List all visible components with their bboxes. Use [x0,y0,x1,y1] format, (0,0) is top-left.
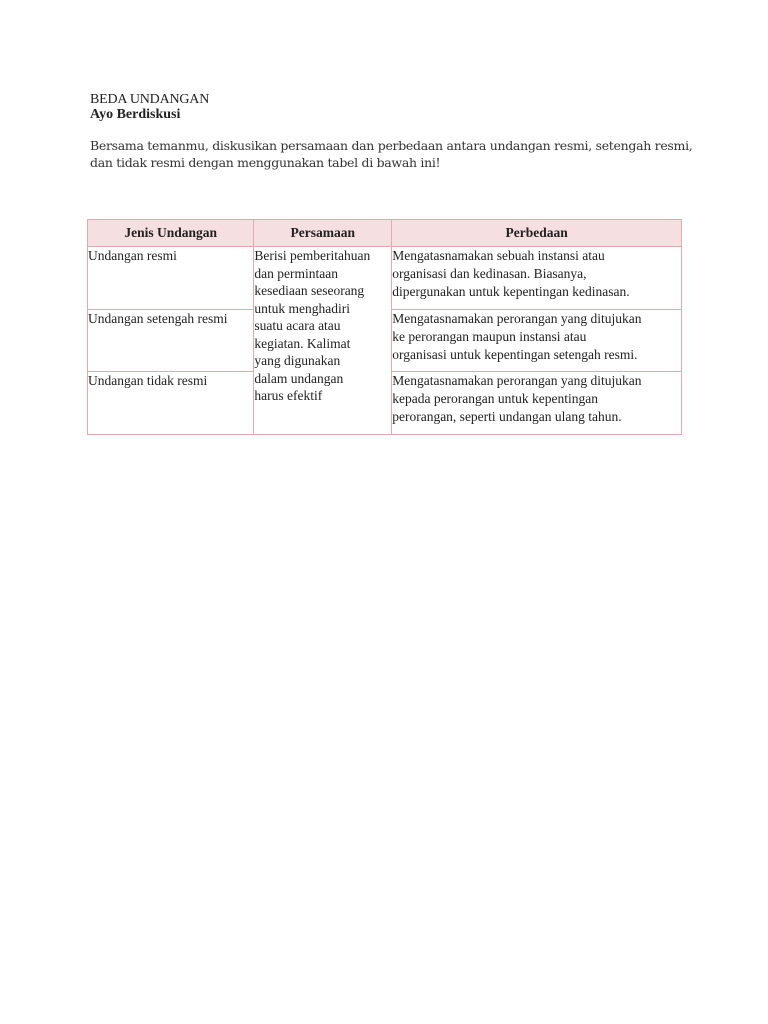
cell-persamaan [254,247,392,435]
intro-line: Bersama temanmu, diskusikan persamaan dan perbedaan antara undangan resmi, setengah resmi, [90,138,693,153]
intro-line: dan tidak resmi dengan menggunakan tabel di bawah ini! [90,155,441,170]
header-jenis-undangan: Jenis Undangan [88,220,254,247]
perbedaan-line: Mengatasnamakan perorangan yang ditujukan [392,373,642,388]
page-heading [90,92,209,122]
table-header-row [88,220,682,247]
perbedaan-line: ke perorangan maupun instansi atau [392,329,587,344]
persamaan-line: dan permintaan [254,265,338,281]
cell-jenis: Undangan resmi [88,247,254,310]
perbedaan-line: perorangan, seperti undangan ulang tahun. [392,409,622,424]
persamaan-line: kegiatan. Kalimat [254,335,351,351]
cell-jenis: Undangan setengah resmi [88,310,254,372]
persamaan-line: suatu acara atau [254,318,341,333]
intro-paragraph [90,137,693,171]
page-title: BEDA UNDANGAN [90,92,210,107]
perbedaan-line: organisasi dan kedinasan. Biasanya, [392,266,587,281]
table-row [88,247,682,310]
persamaan-line: untuk menghadiri [254,300,350,316]
header-perbedaan: Perbedaan [392,220,682,247]
persamaan-line: dalam undangan [254,370,344,386]
persamaan-line: kesediaan seseorang [254,283,365,298]
persamaan-line: harus efektif [254,388,323,403]
persamaan-line: yang digunakan [254,353,341,368]
cell-perbedaan [392,310,682,372]
cell-perbedaan [392,247,682,310]
header-persamaan: Persamaan [254,220,392,247]
cell-jenis: Undangan tidak resmi [88,372,254,435]
perbedaan-line: Mengatasnamakan perorangan yang ditujukan [392,311,642,326]
comparison-table [87,219,682,435]
persamaan-line: Berisi pemberitahuan [254,248,371,263]
perbedaan-line: organisasi untuk kepentingan setengah resmi. [392,347,638,362]
perbedaan-line: kepada perorangan untuk kepentingan [392,391,599,406]
perbedaan-line: dipergunakan untuk kepentingan kedinasan. [392,284,630,299]
perbedaan-line: Mengatasnamakan sebuah instansi atau [392,248,605,263]
cell-perbedaan [392,372,682,435]
section-subtitle: Ayo Berdiskusi [90,107,181,122]
